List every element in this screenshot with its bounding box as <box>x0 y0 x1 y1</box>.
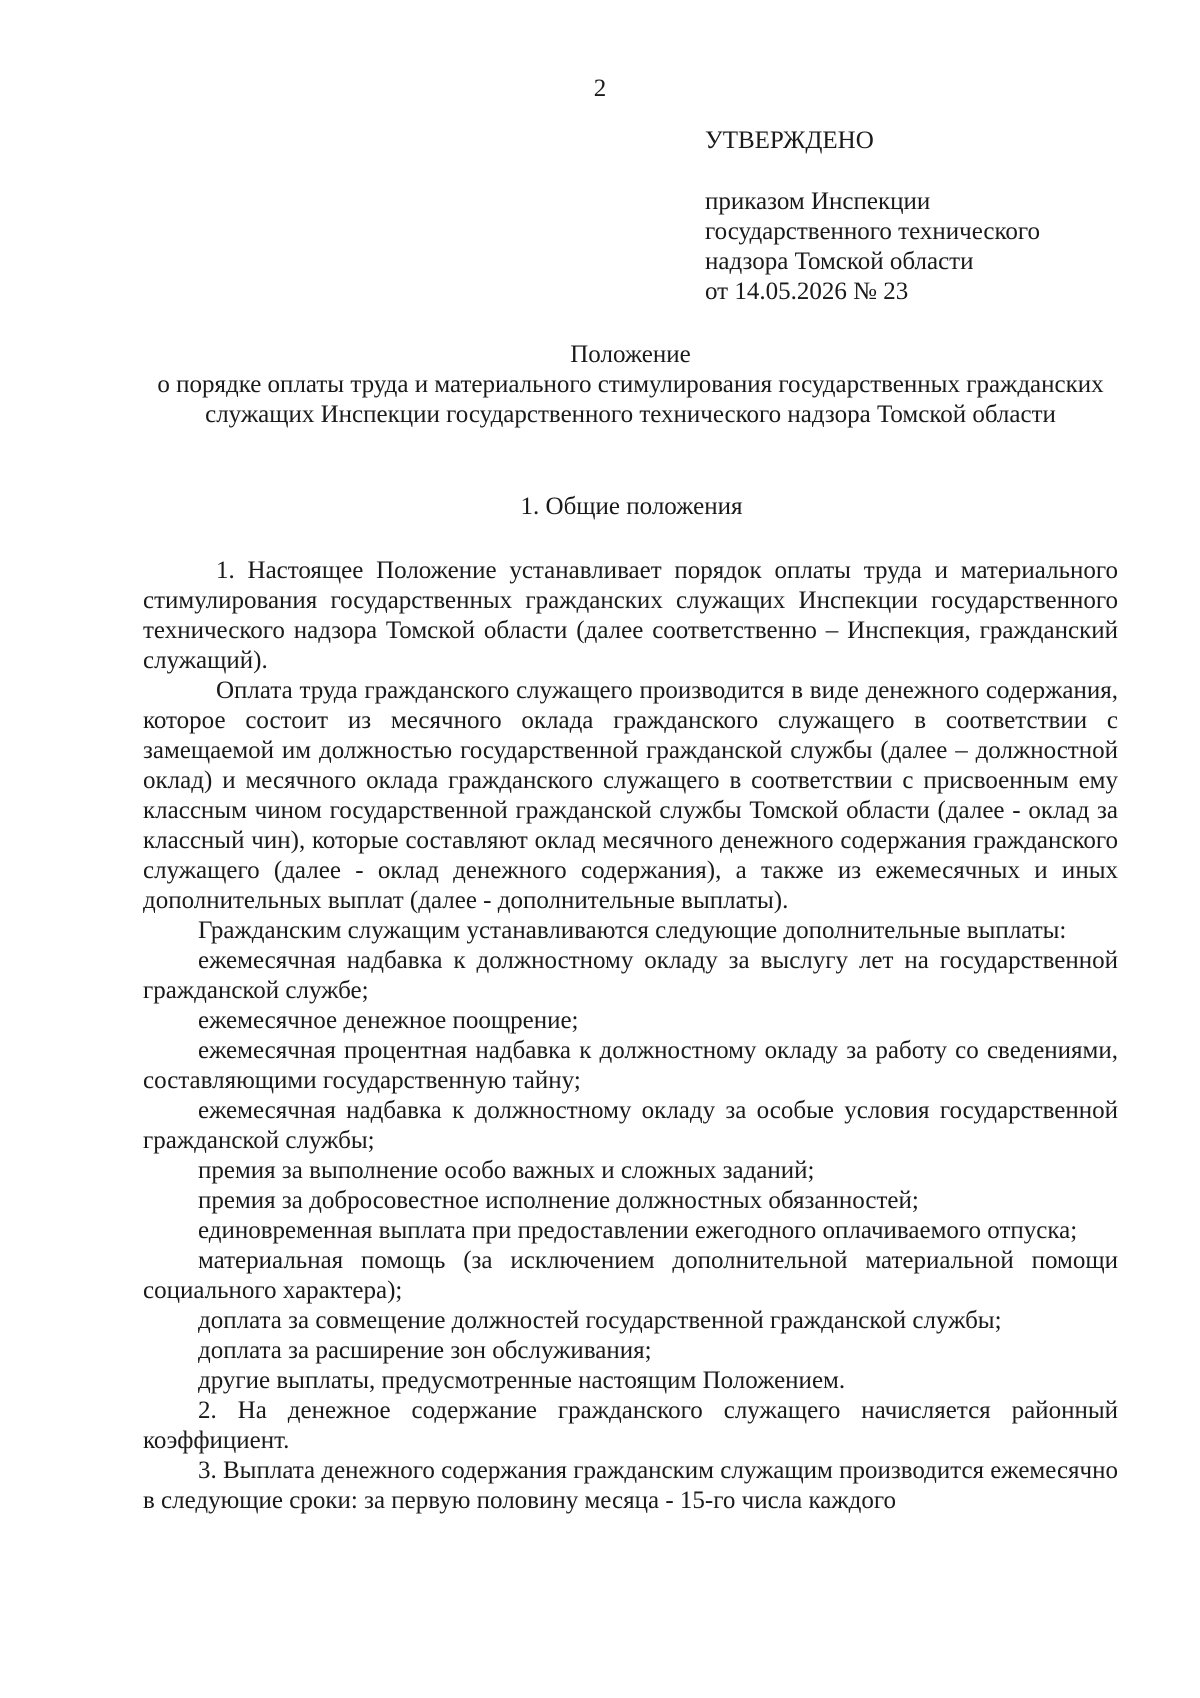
paragraph: 3. Выплата денежного содержания гражданским служащим производится ежемесячно в следующие сроки: за первую половину месяца - 15-го числа каждого <box>143 1457 1119 1514</box>
list-item: ежемесячное денежное поощрение; <box>198 1007 579 1034</box>
approval-line: надзора Томской области <box>705 248 974 275</box>
list-item: доплата за расширение зон обслуживания; <box>198 1337 652 1364</box>
section-heading: 1. Общие положения <box>520 493 743 520</box>
document-body <box>143 556 1118 1516</box>
paragraph: 1. Настоящее Положение устанавливает порядок оплаты труда и материального стимулирования государственных гражданских служащих Инспекции государственного технического надзора Томской области (далее соответственно – Инспекция, гражданский служащий). <box>143 557 1118 674</box>
list-item: ежемесячная надбавка к должностному окладу за выслугу лет на государственной гражданской службе; <box>143 947 1118 1004</box>
paragraph: 2. На денежное содержание гражданского служащего начисляется районный коэффициент. <box>143 1397 1118 1454</box>
paragraph: Гражданским служащим устанавливаются следующие дополнительные выплаты: <box>198 917 1067 944</box>
list-item: премия за выполнение особо важных и сложных заданий; <box>198 1157 815 1184</box>
approval-heading: УТВЕРЖДЕНО <box>705 127 874 154</box>
list-item: ежемесячная надбавка к должностному окладу за особые условия государственной гражданской службы; <box>143 1097 1118 1154</box>
list-item: другие выплаты, предусмотренные настоящим Положением. <box>198 1367 846 1394</box>
document-title <box>143 340 1118 430</box>
list-item: единовременная выплата при предоставлении ежегодного оплачиваемого отпуска; <box>198 1217 1078 1244</box>
approval-line: государственного технического <box>705 218 1041 245</box>
approval-line: приказом Инспекции <box>705 188 931 215</box>
title-line: Положение <box>570 341 691 368</box>
list-item: ежемесячная процентная надбавка к должностному окладу за работу со сведениями, составляющими государственную тайну; <box>143 1037 1118 1094</box>
paragraph: Оплата труда гражданского служащего производится в виде денежного содержания, которое состоит из месячного оклада гражданского служащего в соответствии с замещаемой им должностью государственной гражданской службы (далее – должностной оклад) и месячного оклада гражданского служащего в соответствии с присвоенным ему классным чином государственной гражданской службы Томской области (далее - оклад за классный чин), которые составляют оклад месячного денежного содержания гражданского служащего (далее - оклад денежного содержания), а также из ежемесячных и иных дополнительных выплат (далее - дополнительные выплаты). <box>143 677 1118 914</box>
list-item: доплата за совмещение должностей государственной гражданской службы; <box>198 1307 1002 1334</box>
approval-line: от 14.05.2026 № 23 <box>705 278 909 305</box>
page-number: 2 <box>593 75 607 102</box>
title-subject: о порядке оплаты труда и материального стимулирования государственных гражданских служащих Инспекции государственного технического надзора Томской области <box>157 371 1104 428</box>
approval-block <box>705 126 1040 307</box>
list-item: материальная помощь (за исключением дополнительной материальной помощи социального характера); <box>143 1247 1118 1304</box>
list-item: премия за добросовестное исполнение должностных обязанностей; <box>198 1187 919 1214</box>
